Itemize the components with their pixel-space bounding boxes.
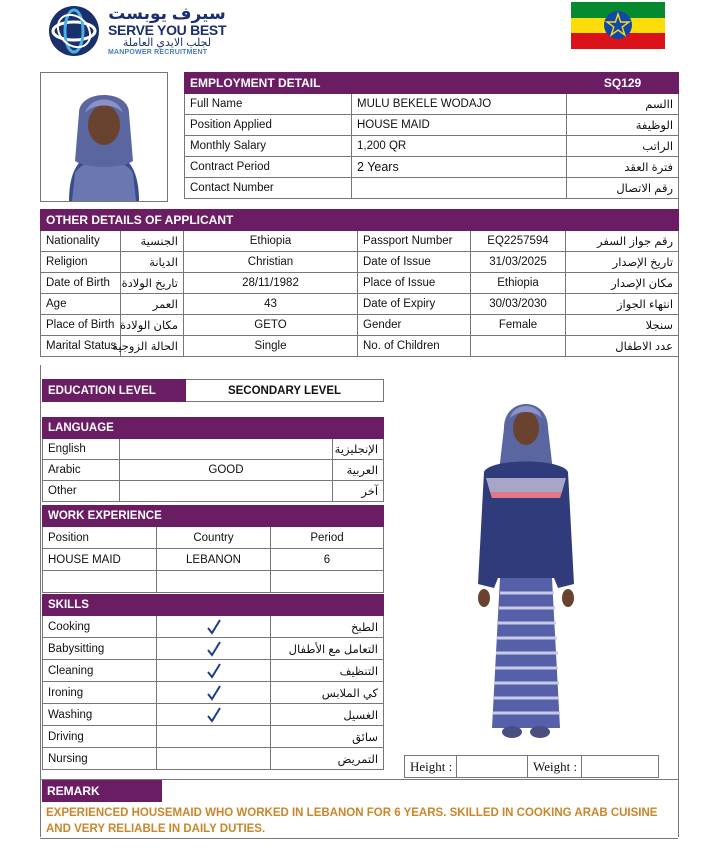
- skill-name: Washing: [43, 704, 157, 726]
- work-period: [271, 571, 384, 593]
- skill-name: Ironing: [43, 682, 157, 704]
- field-label: Date of Issue: [358, 252, 471, 273]
- height-value: [457, 756, 528, 778]
- field-label: Marital Status: [41, 336, 121, 357]
- field-label: Gender: [358, 315, 471, 336]
- field-label: Contact Number: [185, 178, 352, 199]
- skill-check-cell: [157, 682, 271, 704]
- table-row: [41, 273, 679, 294]
- language-name: Arabic: [43, 460, 120, 481]
- field-value: Female: [471, 315, 566, 336]
- language-level: [120, 481, 333, 502]
- table-row: [43, 704, 384, 726]
- education-level-value: SECONDARY LEVEL: [186, 380, 384, 402]
- table-row: [43, 660, 384, 682]
- checkmark-icon: [206, 663, 222, 679]
- employment-detail-title: EMPLOYMENT DETAIL: [185, 73, 567, 94]
- other-details-table: [40, 209, 679, 357]
- language-name-arabic: الإنجليزية: [333, 439, 384, 460]
- table-row: [41, 294, 679, 315]
- field-label-arabic: رقم الاتصال: [567, 178, 679, 199]
- language-name-arabic: آخر: [333, 481, 384, 502]
- education-level-label: EDUCATION LEVEL: [43, 380, 186, 402]
- checkmark-icon: [206, 619, 222, 635]
- table-row: [43, 726, 384, 748]
- skill-name: Driving: [43, 726, 157, 748]
- skill-name: Cleaning: [43, 660, 157, 682]
- remark-title: REMARK: [42, 780, 162, 802]
- column-header-period: Period: [271, 527, 384, 549]
- company-logo: [44, 4, 234, 58]
- language-name-arabic: العربية: [333, 460, 384, 481]
- language-level: [120, 439, 333, 460]
- language-name: English: [43, 439, 120, 460]
- language-level: GOOD: [120, 460, 333, 481]
- work-country: LEBANON: [157, 549, 271, 571]
- table-row: [185, 178, 679, 199]
- table-row: [185, 136, 679, 157]
- table-header-row: [43, 527, 384, 549]
- field-label: No. of Children: [358, 336, 471, 357]
- weight-label: Weight :: [528, 756, 582, 778]
- language-title: LANGUAGE: [43, 418, 384, 439]
- remark-section: [40, 779, 678, 839]
- table-row: [41, 336, 679, 357]
- skill-check-cell: [157, 660, 271, 682]
- skill-name-arabic: كي الملابس: [271, 682, 384, 704]
- checkmark-icon: [206, 641, 222, 657]
- field-value: 43: [184, 294, 358, 315]
- table-row: [43, 439, 384, 460]
- remark-text: EXPERIENCED HOUSEMAID WHO WORKED IN LEBANON FOR 6 YEARS. SKILLED IN COOKING ARAB CUISINE AND VERY RELIABLE IN DAILY DUTIES.: [46, 807, 658, 835]
- applicant-code: SQ129: [567, 73, 679, 94]
- table-row: [43, 616, 384, 638]
- field-label-arabic: الجنسية: [121, 231, 184, 252]
- field-value: 28/11/1982: [184, 273, 358, 294]
- field-label-arabic: الراتب: [567, 136, 679, 157]
- field-value: [471, 336, 566, 357]
- field-label: Place of Birth: [41, 315, 121, 336]
- work-position: HOUSE MAID: [43, 549, 157, 571]
- full-body-photo-icon: [462, 388, 590, 748]
- applicant-full-body-photo: [462, 388, 590, 748]
- skill-name-arabic: سائق: [271, 726, 384, 748]
- logo-arabic: سيرف يوبست: [108, 4, 226, 23]
- frame-left-line: [40, 365, 41, 837]
- field-label: Full Name: [185, 94, 352, 115]
- field-value: EQ2257594: [471, 231, 566, 252]
- skill-name-arabic: الغسيل: [271, 704, 384, 726]
- field-label: Date of Expiry: [358, 294, 471, 315]
- language-name: Other: [43, 481, 120, 502]
- language-table: [42, 417, 384, 502]
- skill-name: Cooking: [43, 616, 157, 638]
- table-row: [185, 157, 679, 178]
- table-row: [43, 638, 384, 660]
- skill-name: Nursing: [43, 748, 157, 770]
- field-value: 1,200 QR: [352, 136, 567, 157]
- weight-value: [582, 756, 659, 778]
- field-label-arabic: تاريخ الولادة: [121, 273, 184, 294]
- checkmark-icon: [206, 685, 222, 701]
- field-label: Religion: [41, 252, 121, 273]
- skill-name-arabic: التنظيف: [271, 660, 384, 682]
- field-label-arabic: الحالة الزوجية: [121, 336, 184, 357]
- skill-name-arabic: الطبخ: [271, 616, 384, 638]
- field-value: HOUSE MAID: [352, 115, 567, 136]
- field-value: [352, 178, 567, 199]
- work-experience-table: [42, 505, 384, 593]
- field-label-arabic: رقم جواز السفر: [566, 231, 679, 252]
- field-label-arabic: مكان الإصدار: [566, 273, 679, 294]
- field-label: Age: [41, 294, 121, 315]
- field-label-arabic: مكان الولادة: [121, 315, 184, 336]
- table-row: [41, 315, 679, 336]
- logo-name: SERVE YOU BEST: [108, 22, 227, 38]
- field-label: Nationality: [41, 231, 121, 252]
- skills-table: [42, 594, 384, 770]
- table-row: [185, 115, 679, 136]
- skill-check-cell: [157, 638, 271, 660]
- table-row: [41, 231, 679, 252]
- field-value: Christian: [184, 252, 358, 273]
- field-label: Passport Number: [358, 231, 471, 252]
- field-label-arabic: الديانة: [121, 252, 184, 273]
- table-row: [185, 94, 679, 115]
- skill-name-arabic: التمريض: [271, 748, 384, 770]
- work-country: [157, 571, 271, 593]
- measurements-table: [404, 755, 659, 778]
- field-label-arabic: الوظيفة: [567, 115, 679, 136]
- field-label: Monthly Salary: [185, 136, 352, 157]
- height-label: Height :: [405, 756, 457, 778]
- field-label: Contract Period: [185, 157, 352, 178]
- field-value: 31/03/2025: [471, 252, 566, 273]
- table-row: [43, 549, 384, 571]
- table-row: [43, 748, 384, 770]
- table-row: [43, 571, 384, 593]
- field-label-arabic: سنجلا: [566, 315, 679, 336]
- field-value: Ethiopia: [184, 231, 358, 252]
- table-row: [41, 252, 679, 273]
- column-header-country: Country: [157, 527, 271, 549]
- field-value: Ethiopia: [471, 273, 566, 294]
- education-level-table: [42, 379, 384, 402]
- portrait-photo-icon: [41, 73, 167, 201]
- table-row: [43, 481, 384, 502]
- table-row: [43, 460, 384, 481]
- logo-emblem-icon: [44, 4, 106, 58]
- field-value: MULU BEKELE WODAJO: [352, 94, 567, 115]
- field-label-arabic: عدد الاطفال: [566, 336, 679, 357]
- field-label-arabic: العمر: [121, 294, 184, 315]
- ethiopia-flag: [571, 2, 665, 49]
- field-label-arabic: تاريخ الإصدار: [566, 252, 679, 273]
- field-label: Place of Issue: [358, 273, 471, 294]
- field-label: Position Applied: [185, 115, 352, 136]
- field-label: Date of Birth: [41, 273, 121, 294]
- field-value: 30/03/2030: [471, 294, 566, 315]
- skill-check-cell: [157, 704, 271, 726]
- skills-title-blank: [271, 595, 384, 616]
- work-period: 6: [271, 549, 384, 571]
- flag-emblem-icon: [603, 10, 633, 40]
- work-position: [43, 571, 157, 593]
- field-label-arabic: انتهاء الجواز: [566, 294, 679, 315]
- skill-name-arabic: التعامل مع الأطفال: [271, 638, 384, 660]
- logo-tagline: MANPOWER RECRUITMENT: [108, 49, 208, 56]
- field-label-arabic: فترة العقد: [567, 157, 679, 178]
- work-experience-title: WORK EXPERIENCE: [43, 506, 384, 527]
- employment-detail-table: [184, 72, 679, 199]
- logo-arabic-sub: لجلب الايدي العاملة: [122, 37, 212, 49]
- field-value: Single: [184, 336, 358, 357]
- checkmark-icon: [206, 707, 222, 723]
- field-value: 2 Years: [352, 157, 567, 178]
- skill-name: Babysitting: [43, 638, 157, 660]
- column-header-position: Position: [43, 527, 157, 549]
- field-label-arabic: االسم: [567, 94, 679, 115]
- skill-check-cell: [157, 616, 271, 638]
- table-row: [43, 682, 384, 704]
- other-details-title: OTHER DETAILS OF APPLICANT: [41, 210, 679, 231]
- applicant-portrait-photo: [40, 72, 168, 202]
- skill-check-cell: [157, 748, 271, 770]
- skill-check-cell: [157, 726, 271, 748]
- field-value: GETO: [184, 315, 358, 336]
- skills-title: SKILLS: [43, 595, 271, 616]
